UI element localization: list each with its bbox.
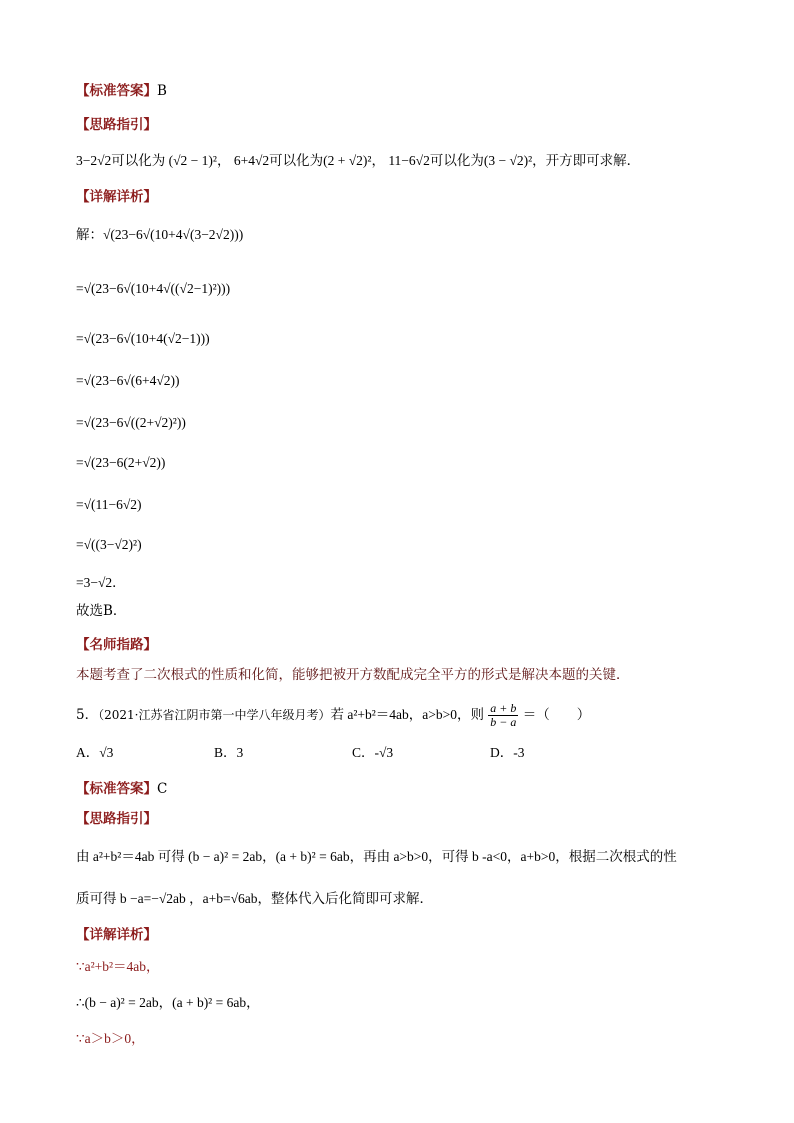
hint-tail: ，开方即可求解． [532,153,641,168]
answer-label: 【标准答案】 [76,83,157,99]
solution-step: =√(23−6√((2+√2)²)) [76,415,186,430]
answer-value: C [157,781,168,797]
fraction-denominator: b − a [490,715,517,729]
question-5 [76,702,590,729]
option-a: A．√3 [76,745,114,760]
hint-heading: 【思路指引】 [76,811,157,827]
detail-heading: 【详解详析】 [76,189,157,205]
hint-convert-text: 可以化为 [269,153,324,168]
option-b: B．3 [214,745,244,760]
solution-step: ∵a²+b²＝4ab， [76,959,160,974]
solution-step: ∵a＞b＞0， [76,1031,145,1046]
question-stem: 若 a²+b²＝4ab，a>b>0，则 [330,707,484,722]
hint-expr-a-source: 3−2√2 [76,153,112,168]
detail-heading: 【详解详析】 [76,927,157,943]
question-blank: ＝（ ） [522,707,591,723]
option-c: C．-√3 [352,745,394,760]
conclusion: 故选B． [76,603,127,619]
hint-convert-text: 可以化为 [111,153,166,168]
hint-expr-b: (2 + √2)² [323,153,372,168]
answer-label: 【标准答案】 [76,781,157,797]
hint-line-1: 由 a²+b²＝4ab 可得 (b − a)² = 2ab，(a + b)² = 6ab，再由 a>b>0，可得 b -a<0，a+b>0，根据二次根式的性 [76,849,677,864]
answer-heading [76,82,167,100]
solution-step: =√((3−√2)²) [76,537,142,552]
solution-step: =√(23−6√(10+4(√2−1))) [76,331,210,346]
hint-heading: 【思路指引】 [76,117,157,133]
hint-expr-c: (3 − √2)² [483,153,533,168]
question-fraction [488,702,518,729]
hint-expr-c-source: 11−6√2 [388,153,430,168]
question-number: 5． [76,707,99,723]
option-d: D．-3 [490,745,525,760]
teacher-heading: 【名师指路】 [76,637,157,653]
solution-step: =√(23−6√(6+4√2)) [76,373,180,388]
question-source: （2021·江苏省江阴市第一中学八年级月考） [98,708,331,722]
solution-step: ∴(b − a)² = 2ab，(a + b)² = 6ab， [76,995,260,1010]
teacher-note: 本题考查了二次根式的性质和化简，能够把被开方数配成完全平方的形式是解决本题的关键． [76,667,630,683]
solution-step: =3−√2． [76,575,126,590]
hint-convert-text: 可以化为 [429,153,484,168]
solution-step: =√(23−6√(10+4√((√2−1)²))) [76,281,231,296]
fraction-numerator: a + b [490,701,517,715]
hint-line: 3−2√2可以化为 (√2 − 1)²， 6+4√2可以化为(2 + √2)²， 11−6√2可以化为(3 − √2)²，开方即可求解． [76,153,641,168]
hint-line-2: 质可得 b −a=−√2ab ，a+b=√6ab，整体代入后化简即可求解． [76,891,433,906]
answer-value: B [157,83,167,99]
answer-heading [76,780,167,798]
solution-step: =√(23−6(2+√2)) [76,455,166,470]
hint-expr-b-source: 6+4√2 [233,153,270,168]
solution-step: =√(11−6√2) [76,497,142,512]
options-row [76,744,628,762]
hint-expr-a: (√2 − 1)² [168,153,217,168]
solution-step: 解：√(23−6√(10+4√(3−2√2))) [76,227,244,242]
